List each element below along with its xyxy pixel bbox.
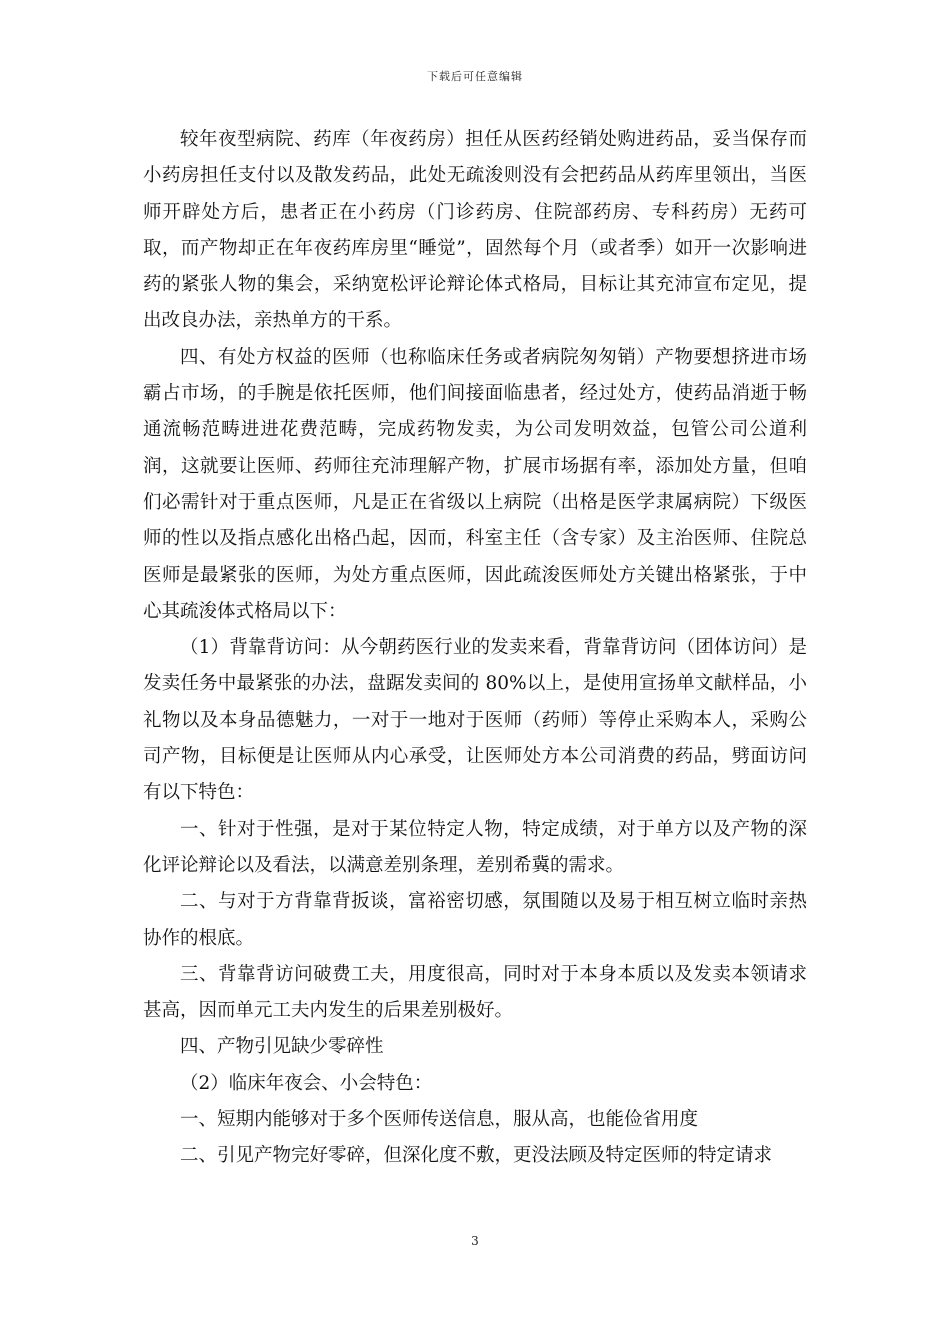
paragraph-10: 二、引见产物完好零碎，但深化度不敷，更没法顾及特定医师的特定请求 <box>180 1145 773 1167</box>
paragraph-5: 二、与对于方背靠背扳谈，富裕密切感，氛围随以及易于相互树立临时亲热协作的根底。 <box>143 891 807 949</box>
page-header: 下载后可任意编辑 <box>427 70 523 83</box>
page-number: 3 <box>471 1234 479 1248</box>
paragraph-7: 四、产物引见缺少零碎性 <box>180 1036 384 1058</box>
paragraph-2: 四、有处方权益的医师（也称临床任务或者病院匆匆销）产物要想挤进市场霸占市场，的手腕是依托医师，他们间接面临患者，经过处方，使药品消逝于畅通流畅范畴进进花费范畴，完成药物发卖，为公司发明效益，包管公司公道利润，这就要让医师、药师往充沛理解产物，扩展市场据有率，添加处方量，但咱们必需针对于重点医师，凡是正在省级以上病院（出格是医学隶属病院）下级医师的性以及指点感化出格凸起，因而，科室主任（含专家）及主治医师、住院总医师是最紧张的医师，为处方重点医师，因此疏浚医师处方关键出格紧张，于中心其疏浚体式格局以下： <box>143 346 807 622</box>
paragraph-3: （1）背靠背访问：从今朝药医行业的发卖来看，背靠背访问（团体访问）是发卖任务中最紧张的办法，盘踞发卖间的 80%以上，是使用宣扬单文献样品，小礼物以及本身品德魅力，一对于一地对于医师（药师）等停止采购本人，采购公司产物，目标便是让医师从内心承受，让医师处方本公司消费的药品，劈面访问有以下特色： <box>143 637 807 804</box>
paragraph-1: 较年夜型病院、药库（年夜药房）担任从医药经销处购进药品，妥当保存而小药房担任支付以及散发药品，此处无疏浚则没有会把药品从药库里领出，当医师开辟处方后，患者正在小药房（门诊药房、住院部药房、专科药房）无药可取，而产物却正在年夜药库房里“睡觉”，固然每个月（或者季）如开一次影响进药的紧张人物的集会，采纳宽松评论辩论体式格局，目标让其充沛宣布定见，提出改良办法，亲热单方的干系。 <box>143 129 807 332</box>
paragraph-6: 三、背靠背访问破费工夫，用度很高，同时对于本身本质以及发卖本领请求甚高，因而单元工夫内发生的后果差别极好。 <box>143 963 807 1022</box>
document-body <box>143 122 807 1175</box>
paragraph-9: 一、短期内能够对于多个医师传送信息，服从高，也能俭省用度 <box>180 1109 699 1131</box>
paragraph-8: （2）临床年夜会、小会特色： <box>180 1072 433 1094</box>
paragraph-4: 一、针对于性强，是对于某位特定人物，特定成绩，对于单方以及产物的深化评论辩论以及看法，以满意差别条理，差别希冀的需求。 <box>143 818 807 876</box>
